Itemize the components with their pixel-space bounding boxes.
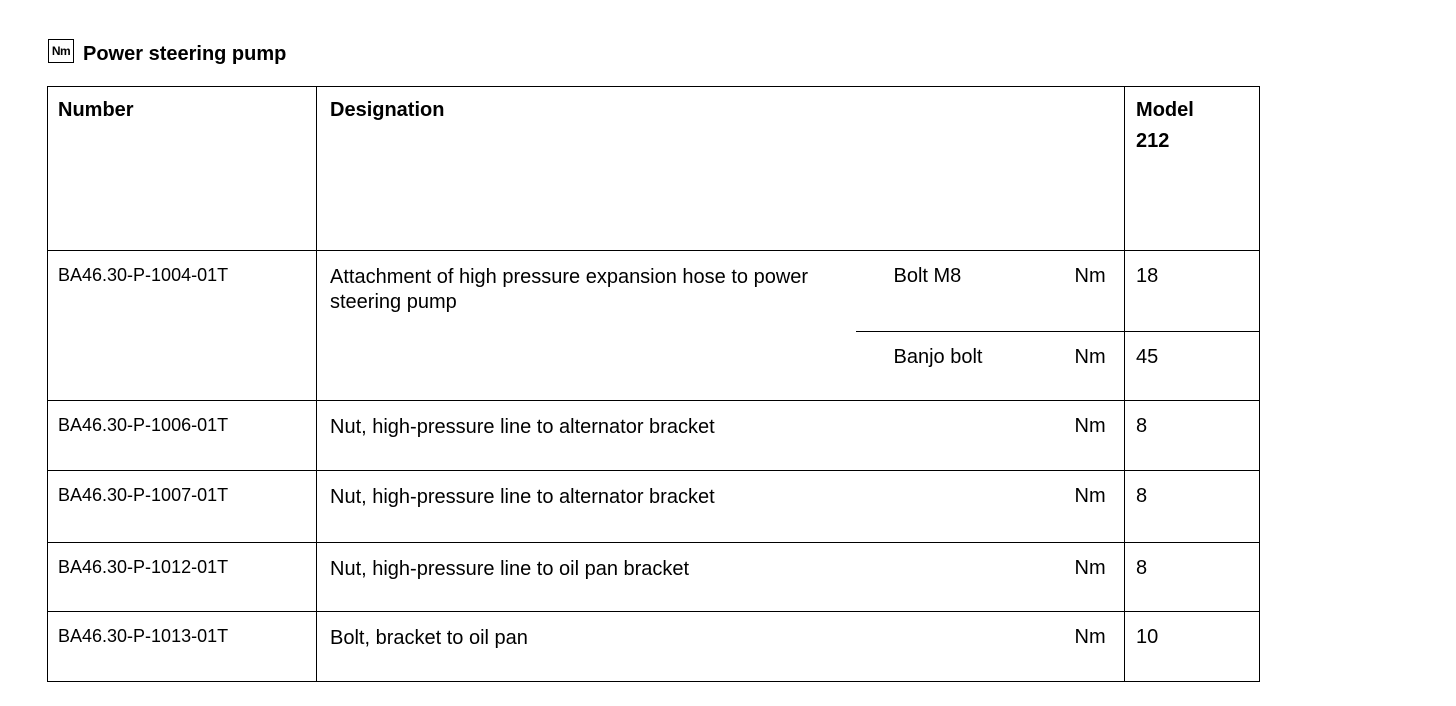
row-part-cell [856, 332, 1056, 401]
row-number: BA46.30-P-1012-01T [58, 557, 229, 577]
header-number: Number [58, 99, 134, 121]
row-number-cell [48, 612, 317, 682]
header-model-cell [1125, 87, 1260, 251]
row-unit-cell [1056, 471, 1125, 543]
table-row [48, 471, 1260, 543]
header-model-value: 212 [1136, 130, 1170, 152]
header-number-cell [48, 87, 317, 251]
row-designation: Attachment of high pressure expansion hose to power steering pump [330, 266, 809, 313]
row-number-cell [48, 251, 317, 401]
header-model: Model [1136, 99, 1194, 121]
row-designation-cell [317, 251, 856, 401]
row-unit: Nm [1074, 485, 1106, 507]
row-number-cell [48, 401, 317, 471]
row-unit: Nm [1074, 346, 1106, 368]
row-value-cell [1125, 251, 1260, 332]
row-number: BA46.30-P-1013-01T [58, 626, 229, 646]
table-row [48, 401, 1260, 471]
row-value-cell [1125, 471, 1260, 543]
row-designation-cell [317, 471, 1056, 543]
row-number: BA46.30-P-1004-01T [58, 265, 229, 285]
row-designation: Nut, high-pressure line to alternator bracket [330, 416, 715, 438]
row-value: 10 [1136, 626, 1159, 648]
row-unit-cell [1056, 543, 1125, 612]
row-unit: Nm [1074, 415, 1106, 437]
page-title: Power steering pump [83, 42, 287, 65]
row-designation-cell [317, 543, 1056, 612]
row-unit: Nm [1074, 626, 1106, 648]
row-designation-cell [317, 401, 1056, 471]
row-designation: Bolt, bracket to oil pan [330, 627, 528, 649]
table-row [48, 612, 1260, 682]
row-unit-cell [1056, 401, 1125, 471]
row-value: 45 [1136, 346, 1159, 368]
table-row [48, 543, 1260, 612]
row-unit: Nm [1074, 557, 1106, 579]
torque-nm-icon: Nm [48, 39, 74, 63]
row-part-cell [856, 251, 1056, 332]
row-value: 8 [1136, 557, 1148, 579]
row-value: 8 [1136, 415, 1148, 437]
row-part: Banjo bolt [893, 346, 983, 368]
row-value-cell [1125, 612, 1260, 682]
row-part: Bolt M8 [893, 265, 962, 287]
row-unit-cell [1056, 332, 1125, 401]
row-unit-cell [1056, 251, 1125, 332]
row-value-cell [1125, 332, 1260, 401]
row-designation: Nut, high-pressure line to oil pan bracket [330, 558, 690, 580]
row-number: BA46.30-P-1007-01T [58, 485, 229, 505]
row-designation: Nut, high-pressure line to alternator bracket [330, 486, 715, 508]
page-title-block [48, 38, 286, 68]
row-number-cell [48, 543, 317, 612]
torque-spec-table [47, 86, 1260, 682]
header-designation-cell [317, 87, 1125, 251]
row-unit: Nm [1074, 265, 1106, 287]
row-value-cell [1125, 543, 1260, 612]
row-value: 8 [1136, 485, 1148, 507]
row-number-cell [48, 471, 317, 543]
table-header-row [48, 87, 1260, 251]
row-value-cell [1125, 401, 1260, 471]
row-designation-cell [317, 612, 1056, 682]
table-row [48, 251, 1260, 332]
row-value: 18 [1136, 265, 1159, 287]
row-unit-cell [1056, 612, 1125, 682]
row-number: BA46.30-P-1006-01T [58, 415, 229, 435]
header-designation: Designation [330, 99, 445, 121]
